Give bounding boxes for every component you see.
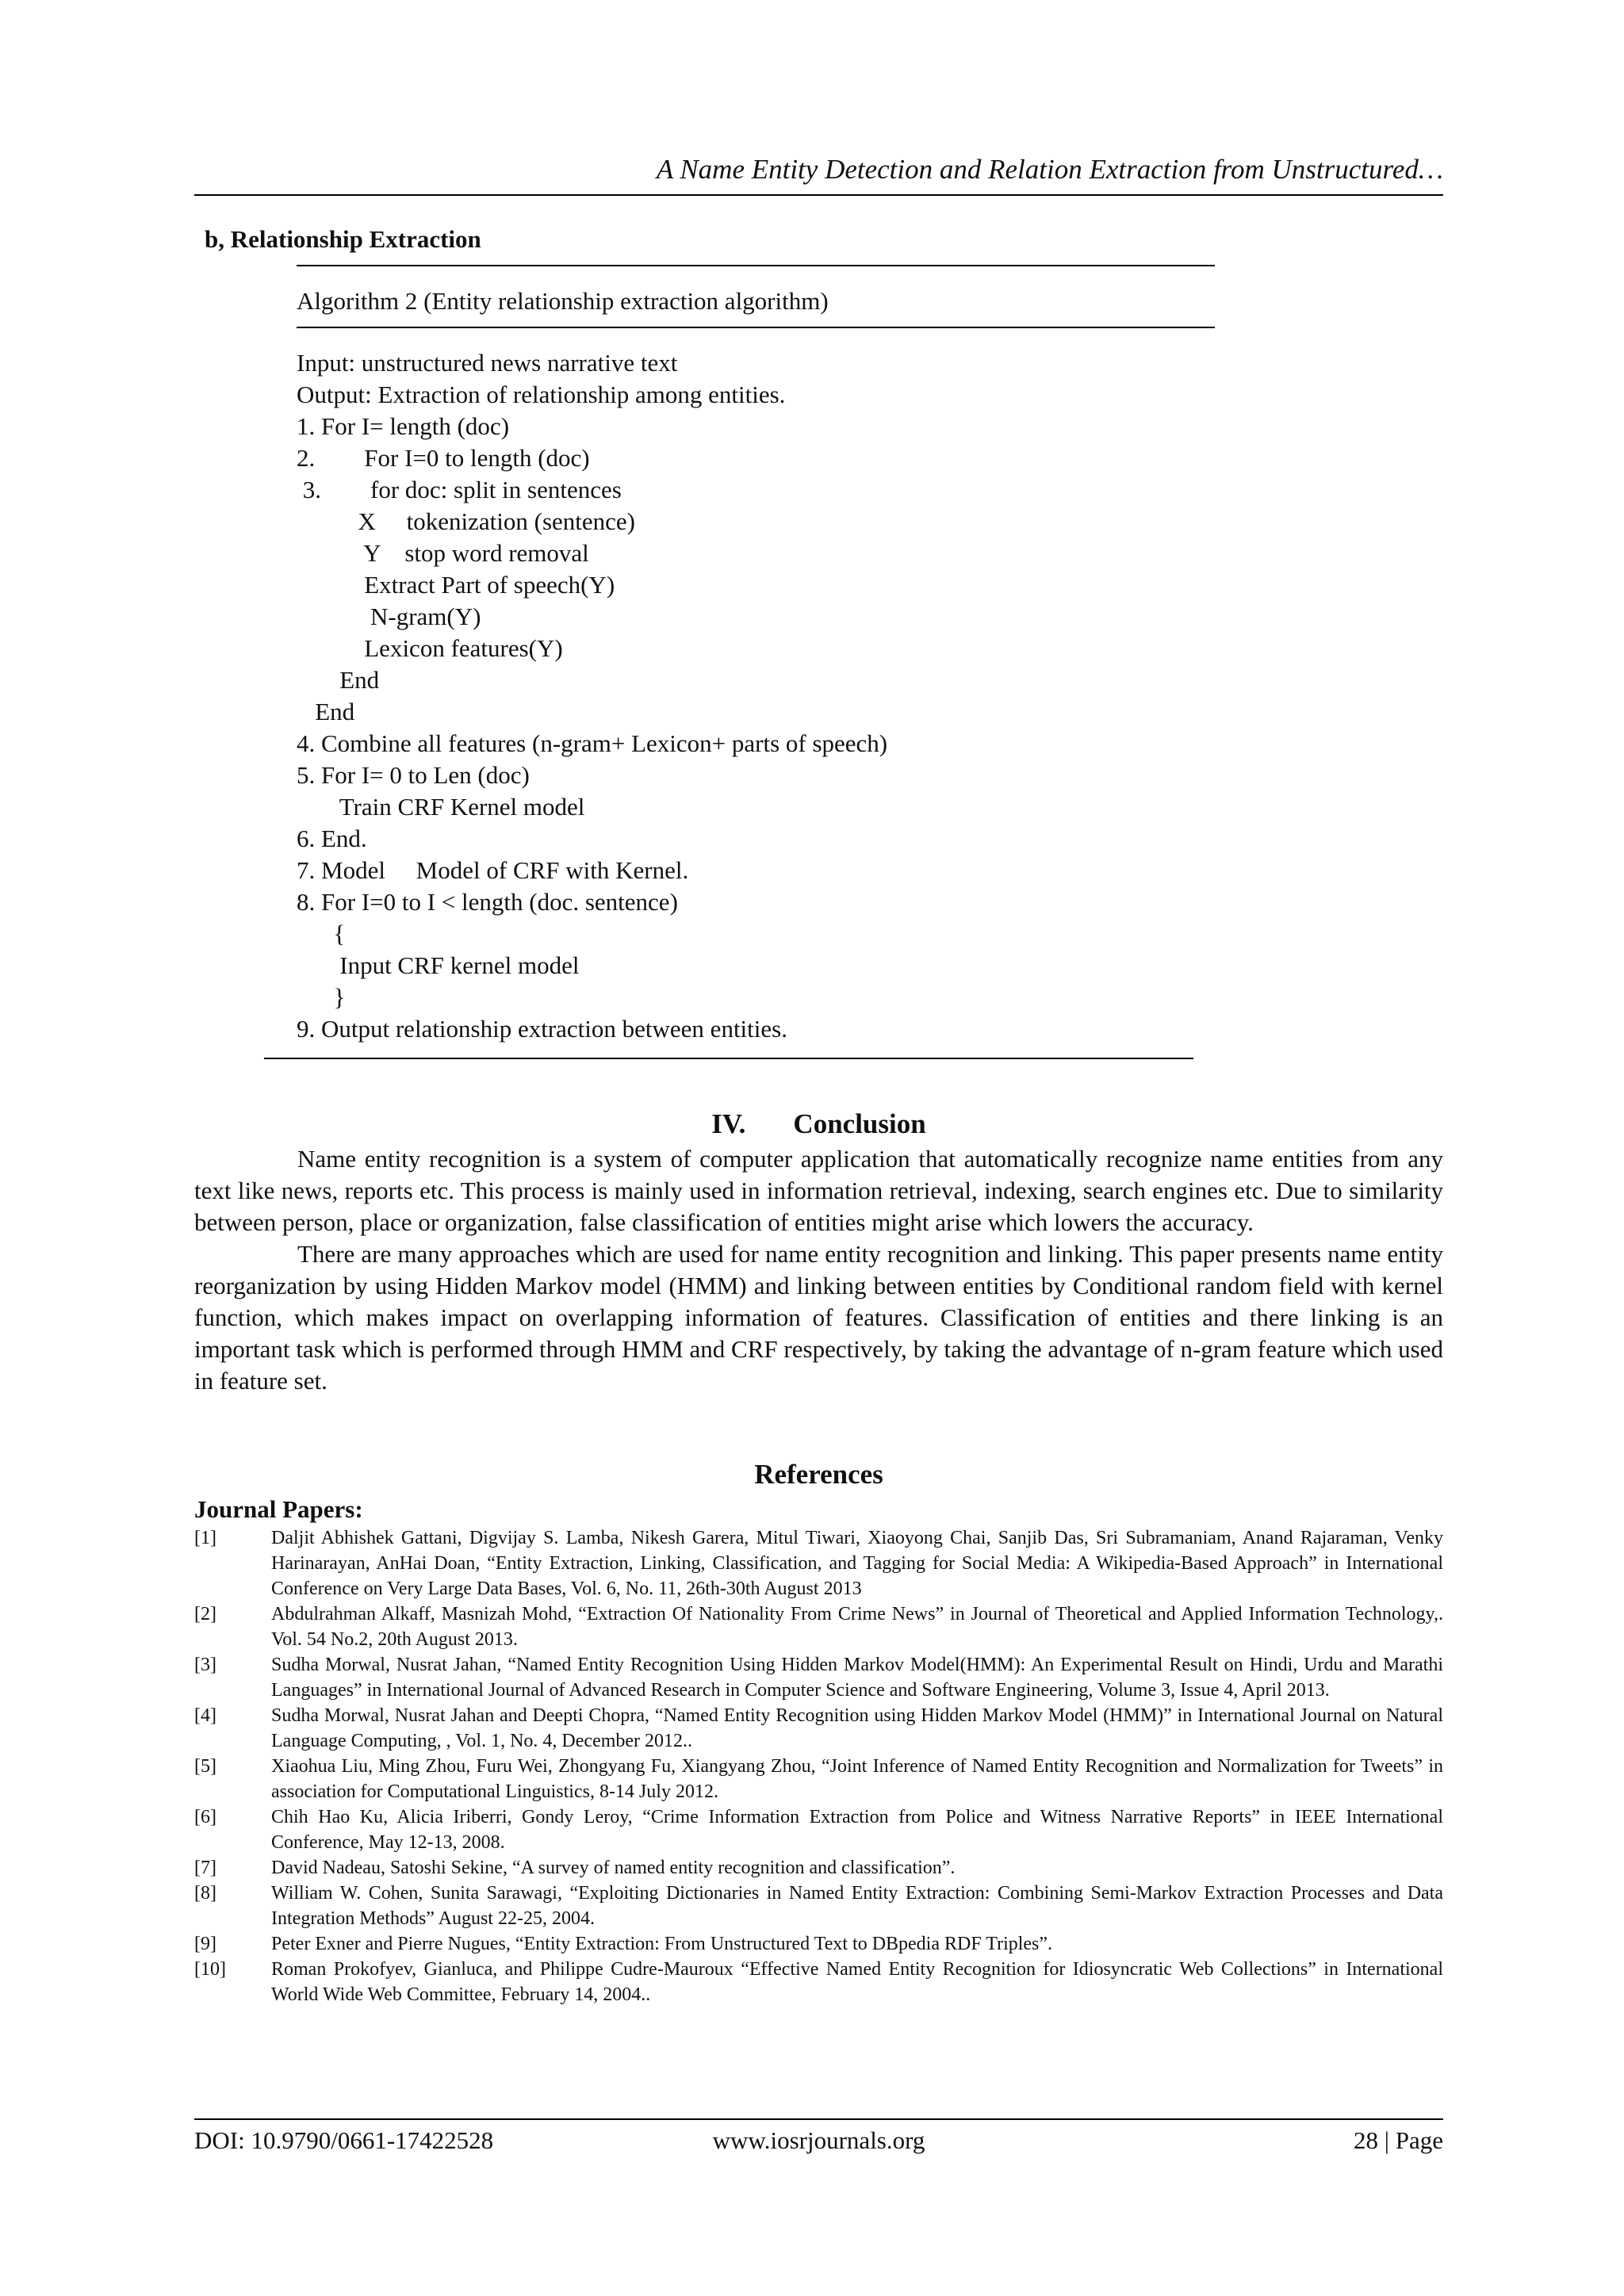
reference-text: William W. Cohen, Sunita Sarawagi, “Exploiting Dictionaries in Named Entity Extraction: Combining Semi-Markov Extraction Processes and Data Integration Methods” August 22-25, 2004. [271,1883,1443,1929]
footer-page-number: 28 | Page [1354,2126,1443,2154]
algorithm-body [297,347,887,1045]
algorithm-line: Output: Extraction of relationship among entities. [297,381,786,408]
reference-text: Xiaohua Liu, Ming Zhou, Furu Wei, Zhongyang Fu, Xiangyang Zhou, “Joint Inference of Named Entity Recognition and Normalization for Tweets” in association for Computational Linguistics, 8-14 July 2012. [271,1756,1443,1802]
reference-number: [6] [194,1807,216,1827]
reference-list [194,1525,1443,2007]
algorithm-line: Input: unstructured news narrative text [297,349,678,377]
reference-item [194,1754,1443,1804]
algorithm-title-rule [297,327,1215,328]
algorithm-line: Y stop word removal [297,539,589,567]
reference-number: [9] [194,1934,216,1954]
algorithm-line: 2. For I=0 to length (doc) [297,444,590,472]
algorithm-line: } [297,983,346,1011]
algorithm-title: Algorithm 2 (Entity relationship extraction algorithm) [297,287,829,315]
algorithm-line: 4. Combine all features (n-gram+ Lexicon+ parts of speech) [297,729,888,757]
running-head: A Name Entity Detection and Relation Extraction from Unstructured… [656,154,1443,185]
algorithm-line: Input CRF kernel model [297,951,580,979]
reference-item [194,1652,1443,1703]
reference-text: Daljit Abhishek Gattani, Digvijay S. Lamba, Nikesh Garera, Mitul Tiwari, Xiaoyong Chai, Sanjib Das, Sri Subramaniam, Anand Rajaraman, Venky Harinarayan, AnHai Doan, “Entity Extraction, Linking, Classification, and Tagging for Social Media: A Wikipedia-Based Approach” in International Conference on Very Large Data Bases, Vol. 6, No. 11, 26th-30th August 2013 [271,1528,1443,1599]
algorithm-line: 7. Model Model of CRF with Kernel. [297,856,689,884]
reference-text: Abdulrahman Alkaff, Masnizah Mohd, “Extraction Of Nationality From Crime News” in Journal of Theoretical and Applied Information Technology,. Vol. 54 No.2, 20th August 2013. [271,1604,1443,1650]
reference-text: Peter Exner and Pierre Nugues, “Entity Extraction: From Unstructured Text to DBpedia RDF Triples”. [271,1934,1053,1954]
algorithm-line: Lexicon features(Y) [297,634,563,662]
paragraph: There are many approaches which are used for name entity recognition and linking. This paper presents name entity reorganization by using Hidden Markov model (HMM) and linking between entities by Conditional random field with kernel function, which makes impact on overlapping information of features. Classification of entities and there linking is an important task which is performed through HMM and CRF respectively, by taking the advantage of n-gram feature which used in feature set. [194,1240,1443,1395]
algorithm-line: 1. For I= length (doc) [297,412,510,440]
algorithm-top-rule [297,265,1215,266]
reference-text: David Nadeau, Satoshi Sekine, “A survey of named entity recognition and classification”. [271,1858,956,1878]
algorithm-line: End [297,666,380,694]
reference-number: [2] [194,1604,216,1624]
algorithm-line: 5. For I= 0 to Len (doc) [297,761,530,789]
footer-rule [194,2118,1443,2120]
algorithm-bottom-rule [264,1058,1193,1059]
reference-item [194,1957,1443,2007]
reference-number: [8] [194,1883,216,1904]
algorithm-line: { [297,920,346,947]
algorithm-line: Extract Part of speech(Y) [297,571,615,599]
references-subheading: Journal Papers: [194,1495,363,1523]
algorithm-line: 6. End. [297,825,367,852]
footer-website: www.iosrjournals.org [712,2126,925,2154]
reference-item [194,1804,1443,1855]
algorithm-line: Train CRF Kernel model [297,793,585,821]
reference-item [194,1525,1443,1601]
subsection-heading: b, Relationship Extraction [205,225,481,253]
algorithm-line: End [297,698,355,725]
reference-text: Chih Hao Ku, Alicia Iriberri, Gondy Leroy, “Crime Information Extraction from Police and Witness Narrative Reports” in IEEE International Conference, May 12-13, 2008. [271,1807,1443,1853]
algorithm-line: N-gram(Y) [297,603,481,630]
reference-item [194,1881,1443,1931]
reference-text: Roman Prokofyev, Gianluca, and Philippe Cudre-Mauroux “Effective Named Entity Recognition for Idiosyncratic Web Collections” in International World Wide Web Committee, February 14, 2004.. [271,1959,1443,2005]
algorithm-line: 8. For I=0 to I < length (doc. sentence) [297,888,678,916]
reference-number: [5] [194,1756,216,1777]
reference-text: Sudha Morwal, Nusrat Jahan and Deepti Chopra, “Named Entity Recognition using Hidden Markov Model (HMM)” in International Journal on Natural Language Computing, , Vol. 1, No. 4, December 2012.. [271,1705,1443,1751]
references-heading: References [754,1459,883,1490]
paragraph: Name entity recognition is a system of computer application that automatically recognize name entities from any text like news, reports etc. This process is mainly used in information retrieval, indexing, search engines etc. Due to similarity between person, place or organization, false classification of entities might arise which lowers the accuracy. [194,1145,1443,1236]
section-heading [194,1107,1443,1142]
reference-number: [7] [194,1858,216,1878]
reference-number: [4] [194,1705,216,1726]
algorithm-line: X tokenization (sentence) [297,507,635,535]
algorithm-line: 9. Output relationship extraction between entities. [297,1015,787,1043]
reference-text: Sudha Morwal, Nusrat Jahan, “Named Entity Recognition Using Hidden Markov Model(HMM): An Experimental Result on Hindi, Urdu and Marathi Languages” in International Journal of Advanced Research in Computer Science and Software Engineering, Volume 3, Issue 4, April 2013. [271,1655,1443,1701]
conclusion-body [194,1143,1443,1397]
algorithm-line: 3. for doc: split in sentences [297,476,622,503]
footer-doi: DOI: 10.9790/0661-17422528 [194,2126,494,2154]
reference-number: [10] [194,1959,226,1980]
reference-item [194,1855,1443,1881]
reference-item [194,1601,1443,1652]
reference-number: [1] [194,1528,216,1548]
header-rule [194,194,1443,196]
reference-item [194,1703,1443,1754]
reference-number: [3] [194,1655,216,1675]
section-title: Conclusion [793,1108,926,1139]
section-number: IV. [711,1108,746,1139]
reference-item [194,1931,1443,1957]
